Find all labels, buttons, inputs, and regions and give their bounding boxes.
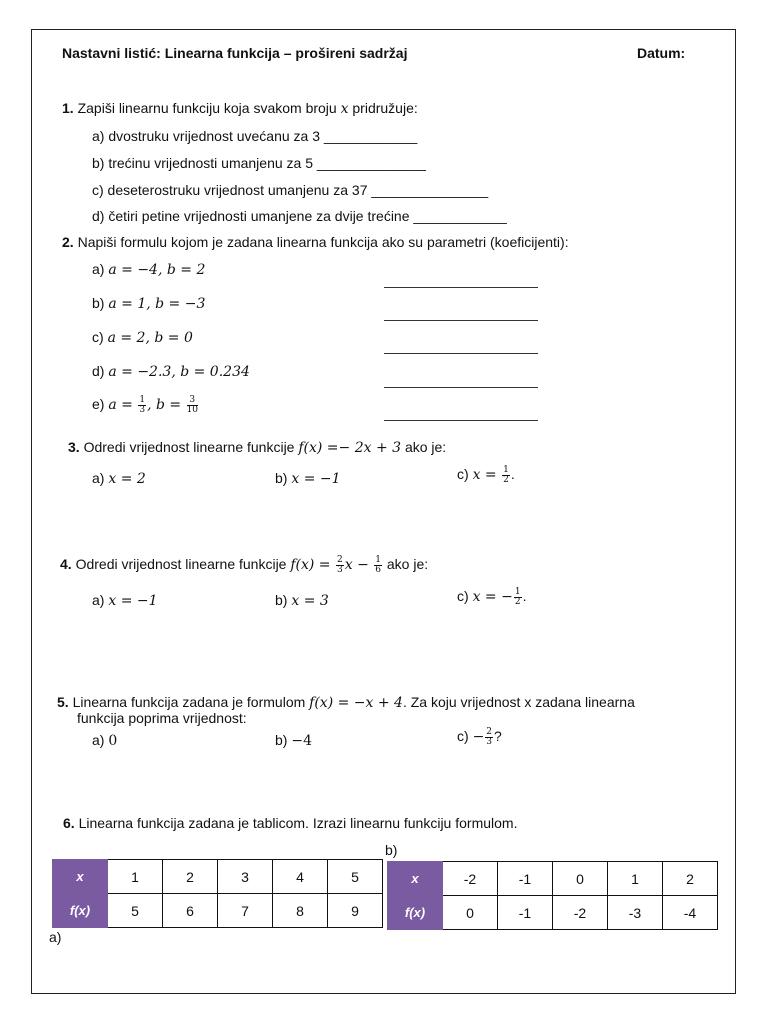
table-cell: 7 <box>218 894 273 928</box>
table-b <box>387 861 718 930</box>
item-end: ? <box>494 728 502 745</box>
item-label: c) <box>457 588 473 605</box>
question-6-heading <box>63 815 517 831</box>
item-expression: x = − <box>472 589 513 606</box>
function-expression: f(x) =− 2x + 3 <box>298 440 402 456</box>
question-5-heading <box>57 694 635 711</box>
expr-b: , b = <box>147 397 186 414</box>
table-cell: -1 <box>498 862 553 896</box>
q4-item-b <box>275 592 329 609</box>
answer-line[interactable] <box>384 387 538 388</box>
table-header-x: x <box>388 862 443 896</box>
q2-item-a <box>92 261 205 278</box>
q5-item-b <box>275 732 312 749</box>
table-a <box>52 859 383 928</box>
table-cell: -2 <box>443 862 498 896</box>
item-expression: x = <box>472 467 502 484</box>
item-expression: x = −1 <box>108 593 158 609</box>
table-cell: -3 <box>608 896 663 930</box>
table-cell: -1 <box>498 896 553 930</box>
question-2-heading <box>62 234 569 250</box>
function-expression: f(x) = −x + 4 <box>309 695 403 711</box>
question-4-heading <box>60 556 428 575</box>
table-cell: 8 <box>273 894 328 928</box>
answer-line[interactable] <box>384 287 538 288</box>
frac-den: 2 <box>514 597 521 607</box>
question-number: 5. <box>57 694 69 710</box>
item-label: b) <box>92 295 105 311</box>
item-label: d) <box>92 363 105 379</box>
frac-den: 2 <box>503 475 509 485</box>
table-b-label: b) <box>385 842 398 858</box>
table-header-fx: f(x) <box>388 896 443 930</box>
function-expression-part: x − <box>344 557 374 574</box>
item-expression: x = −1 <box>291 471 341 487</box>
item-end: . <box>510 466 515 483</box>
item-expression: a = 1, b = −3 <box>108 296 206 312</box>
table-cell: 0 <box>553 862 608 896</box>
frac-num: 2 <box>337 555 343 565</box>
q4-item-a <box>92 592 158 609</box>
q1-item-d: d) četiri petine vrijednosti umanjene za dvije trećine ____________ <box>92 208 507 224</box>
item-label: c) <box>92 329 104 345</box>
question-3-heading <box>68 439 446 456</box>
table-cell: 5 <box>108 894 163 928</box>
frac-den: 3 <box>486 737 493 747</box>
question-number: 2. <box>62 234 74 250</box>
item-label: c) <box>457 728 473 745</box>
q1-item-b: b) trećinu vrijednosti umanjenu za 5 ______________ <box>92 155 426 171</box>
fraction <box>485 728 493 747</box>
question-text: Odredi vrijednost linearne funkcije <box>83 439 299 455</box>
question-text: Napiši formulu kojom je zadana linearna funkcija ako su parametri (koeficijenti): <box>77 234 569 250</box>
question-text-end: ako je: <box>383 556 429 573</box>
frac-num: 1 <box>375 555 381 565</box>
q2-item-c <box>92 329 193 346</box>
q1-item-c: c) deseterostruku vrijednost umanjenu za 37 _______________ <box>92 182 489 198</box>
fraction <box>374 556 382 575</box>
table-row <box>388 896 718 930</box>
question-number: 6. <box>63 815 75 831</box>
q5-item-c <box>457 728 502 747</box>
question-text-end: pridružuje: <box>348 100 418 116</box>
answer-line[interactable] <box>384 320 538 321</box>
table-row <box>53 894 383 928</box>
table-cell: 4 <box>273 860 328 894</box>
function-expression: f(x) = <box>290 557 335 574</box>
question-text: Linearna funkcija zadana je tablicom. Izrazi linearnu funkciju formulom. <box>78 815 518 831</box>
item-expression: a = −4, b = 2 <box>108 262 206 278</box>
table-cell: 5 <box>328 860 383 894</box>
table-a-label: a) <box>49 929 62 945</box>
item-label: b) <box>275 470 292 486</box>
item-label: a) <box>92 470 109 486</box>
date-label: Datum: <box>637 45 686 61</box>
title-main: Linearna funkcija – prošireni sadržaj <box>164 45 408 61</box>
fraction <box>514 588 522 607</box>
frac-den: 6 <box>375 565 381 575</box>
item-label: a) <box>92 732 109 748</box>
question-1-heading <box>62 100 418 117</box>
question-text: Zapiši linearnu funkciju koja svakom broju <box>77 100 341 116</box>
question-text-end: . Za koju vrijednost x zadana linearna <box>402 694 635 710</box>
table-header-fx: f(x) <box>53 894 108 928</box>
item-label: a) <box>92 592 109 608</box>
table-cell: 9 <box>328 894 383 928</box>
var-x: x <box>340 101 349 117</box>
fraction <box>138 396 146 415</box>
table-cell: 1 <box>108 860 163 894</box>
question-5-line2: funkcija poprima vrijednost: <box>77 710 247 726</box>
item-end: . <box>522 588 527 605</box>
q2-item-d <box>92 363 250 380</box>
frac-num: 1 <box>514 587 521 597</box>
frac-den: 3 <box>337 565 343 575</box>
item-expression: a = −2.3, b = 0.234 <box>108 364 250 380</box>
table-header-x: x <box>53 860 108 894</box>
q4-item-c <box>457 588 526 607</box>
item-label: b) <box>275 592 292 608</box>
question-number: 1. <box>62 100 74 116</box>
table-cell: 6 <box>163 894 218 928</box>
item-label: e) <box>92 396 105 413</box>
fraction <box>336 556 344 575</box>
table-cell: 0 <box>443 896 498 930</box>
item-expression: − <box>472 729 485 746</box>
question-number: 3. <box>68 439 80 455</box>
item-expression: x = 2 <box>108 471 146 487</box>
answer-line[interactable] <box>384 353 538 354</box>
item-expression: a = 2, b = 0 <box>107 330 193 346</box>
frac-num: 1 <box>139 395 146 405</box>
frac-den: 10 <box>186 405 199 415</box>
q2-item-b <box>92 295 205 312</box>
title-prefix: Nastavni listić: <box>62 45 165 61</box>
table-cell: 3 <box>218 860 273 894</box>
q3-item-a <box>92 470 146 487</box>
frac-num: 2 <box>486 727 493 737</box>
table-cell: -2 <box>553 896 608 930</box>
question-number: 4. <box>60 556 72 573</box>
q1-item-a: a) dvostruku vrijednost uvećanu za 3 ____________ <box>92 128 418 144</box>
q3-item-b <box>275 470 341 487</box>
question-text: Odredi vrijednost linearne funkcije <box>75 556 291 573</box>
table-cell: -4 <box>663 896 718 930</box>
q3-item-c <box>457 466 515 485</box>
table-row <box>388 862 718 896</box>
table-cell: 1 <box>608 862 663 896</box>
table-cell: 2 <box>163 860 218 894</box>
question-text: Linearna funkcija zadana je formulom <box>72 694 310 710</box>
item-label: a) <box>92 261 105 277</box>
expr-a: a = <box>108 397 138 414</box>
item-label: b) <box>275 732 292 748</box>
table-cell: 2 <box>663 862 718 896</box>
item-expression: x = 3 <box>291 593 329 609</box>
table-row <box>53 860 383 894</box>
frac-den: 3 <box>139 405 146 415</box>
worksheet-border <box>31 29 736 994</box>
item-expression: 0 <box>108 733 118 749</box>
fraction <box>187 396 198 415</box>
question-text-end: ako je: <box>401 439 447 455</box>
item-label: c) <box>457 466 473 483</box>
q5-item-a <box>92 732 117 749</box>
answer-line[interactable] <box>384 420 538 421</box>
fraction <box>502 466 510 485</box>
item-expression: −4 <box>291 733 312 749</box>
q2-item-e <box>92 396 199 415</box>
frac-num: 3 <box>187 396 198 406</box>
worksheet-title <box>62 45 407 61</box>
frac-num: 1 <box>503 465 509 475</box>
